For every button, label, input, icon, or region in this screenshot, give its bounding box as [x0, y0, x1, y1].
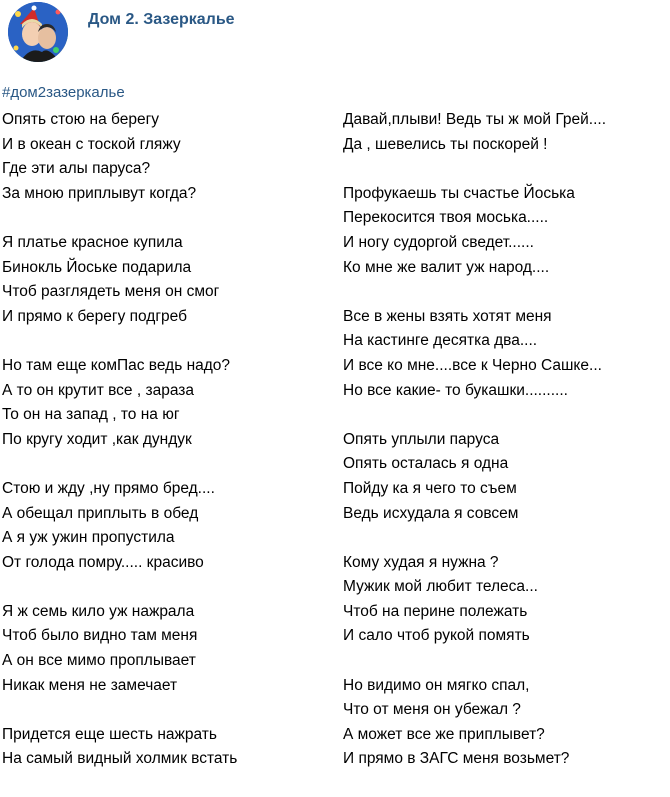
- poem-line: Опять уплыли паруса: [343, 430, 500, 448]
- poem-line: Опять осталась я одна: [343, 455, 509, 473]
- poem-line: Бинокль Йоське подарила: [2, 258, 192, 276]
- poem-line: И ногу судоргой сведет......: [343, 233, 534, 251]
- poem-line: Но все какие- то букашки..........: [343, 381, 568, 399]
- poem-line: Пойду ка я чего то съем: [343, 479, 517, 497]
- poem-stanza: [343, 108, 606, 157]
- poem-line: Никак меня не замечает: [2, 676, 178, 694]
- poem-line: А обещал приплыть в обед: [2, 504, 199, 522]
- poem-line: Стою и жду ,ну прямо бред....: [2, 479, 215, 497]
- group-name-link[interactable]: Дом 2. Зазеркалье: [88, 11, 235, 28]
- poem-line: За мною приплывут когда?: [2, 184, 197, 202]
- poem-line: Давай,плыви! Ведь ты ж мой Грей....: [343, 111, 607, 128]
- poem-stanza: [343, 551, 606, 649]
- poem-stanza: [2, 231, 237, 329]
- poem-line: Что от меня он убежал ?: [343, 701, 521, 719]
- poem-line: Чтоб на перине полежать: [343, 602, 528, 620]
- group-avatar-icon: [8, 2, 68, 62]
- poem-line: От голода помру..... красиво: [2, 553, 204, 571]
- poem-line: Чтоб разглядеть меня он смог: [2, 283, 220, 301]
- poem-stanza: [2, 600, 237, 698]
- poem-left-column: [2, 108, 237, 797]
- poem-line: Профукаешь ты счастье Йоська: [343, 184, 575, 202]
- poem-line: То он на запад , то на юг: [2, 406, 180, 424]
- poem-right-column: [343, 108, 606, 797]
- poem-line: На самый видный холмик встать: [2, 750, 238, 768]
- poem-line: И все ко мне....все к Черно Сашке...: [343, 356, 602, 374]
- poem-stanza: [343, 182, 606, 280]
- post-header: [0, 0, 670, 72]
- poem-stanza: [2, 108, 237, 206]
- poem-line: Придется еще шесть нажрать: [2, 725, 217, 743]
- poem-stanza: [343, 428, 606, 526]
- poem-line: А я уж ужин пропустила: [2, 529, 175, 547]
- poem-stanza: [2, 354, 237, 452]
- hashtag-link[interactable]: #дом2зазеркалье: [2, 84, 125, 101]
- poem-line: Но там еще комПас ведь надо?: [2, 356, 231, 374]
- poem-stanza: [2, 723, 237, 772]
- poem-line: Я платье красное купила: [2, 233, 183, 251]
- poem-line: И прямо в ЗАГС меня возьмет?: [343, 750, 570, 768]
- poem-line: Опять стою на берегу: [2, 111, 160, 128]
- poem-line: Чтоб было видно там меня: [2, 627, 198, 645]
- poem-line: По кругу ходит ,как дундук: [2, 430, 192, 448]
- poem-line: Кому худая я нужна ?: [343, 553, 499, 571]
- poem-line: А он все мимо проплывает: [2, 652, 196, 670]
- poem-line: И в океан с тоской гляжу: [2, 135, 181, 153]
- poem-line: И прямо к берегу подгреб: [2, 307, 187, 325]
- poem-line: Перекосится твоя моська.....: [343, 209, 549, 227]
- poem-line: Мужик мой любит телеса...: [343, 578, 538, 596]
- poem-line: Да , шевелись ты поскорей !: [343, 135, 548, 153]
- poem-line: И сало чтоб рукой помять: [343, 627, 530, 645]
- group-avatar[interactable]: [8, 2, 68, 62]
- poem-line: Ко мне же валит уж народ....: [343, 258, 550, 276]
- poem-line: Я ж семь кило уж нажрала: [2, 602, 195, 620]
- poem-line: А может все же приплывет?: [343, 725, 545, 743]
- poem-line: На кастинге десятка два....: [343, 332, 538, 350]
- poem-line: Но видимо он мягко спал,: [343, 676, 530, 694]
- poem-stanza: [343, 305, 606, 403]
- poem-stanza: [2, 477, 237, 575]
- poem-stanza: [343, 674, 606, 772]
- poem-line: Где эти алы паруса?: [2, 160, 151, 178]
- poem-line: Ведь исхудала я совсем: [343, 504, 519, 522]
- poem-line: А то он крутит все , зараза: [2, 381, 194, 399]
- poem-line: Все в жены взять хотят меня: [343, 307, 552, 325]
